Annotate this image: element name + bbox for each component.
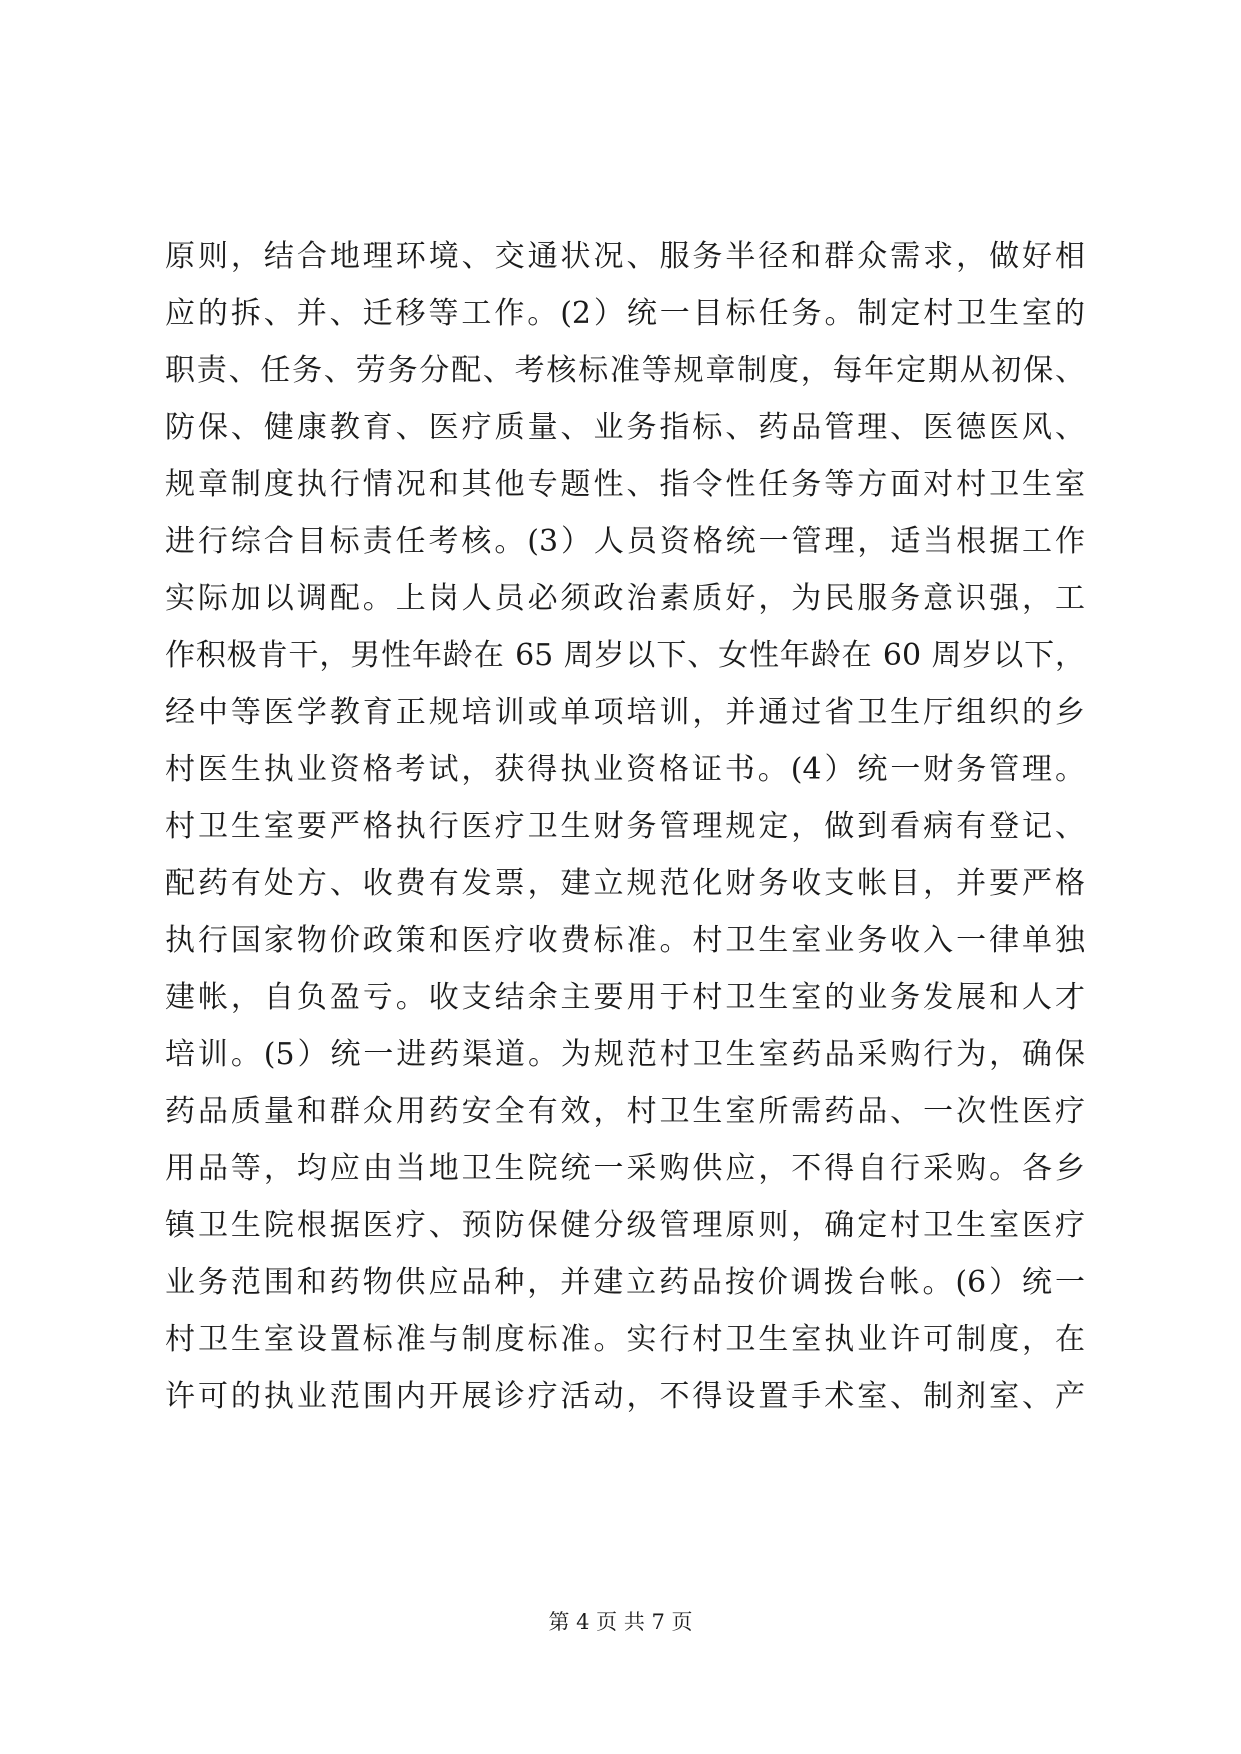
text-line: 村医生执业资格考试，获得执业资格证书。(4）统一财务管理。: [165, 752, 1085, 787]
text-line: 许可的执业范围内开展诊疗活动，不得设置手术室、制剂室、产: [165, 1379, 1085, 1414]
text-line: 用品等，均应由当地卫生院统一采购供应，不得自行采购。各乡: [165, 1151, 1085, 1186]
text-line: 原则，结合地理环境、交通状况、服务半径和群众需求，做好相: [165, 239, 1085, 274]
text-line: 防保、健康教育、医疗质量、业务指标、药品管理、医德医风、: [165, 410, 1085, 445]
page-footer: [0, 1607, 1241, 1637]
text-line: 药品质量和群众用药安全有效，村卫生室所需药品、一次性医疗: [165, 1094, 1085, 1129]
body-text: [165, 228, 1085, 1425]
text-line: 业务范围和药物供应品种，并建立药品按价调拨台帐。(6）统一: [165, 1265, 1085, 1300]
text-line: 培训。(5）统一进药渠道。为规范村卫生室药品采购行为，确保: [165, 1037, 1085, 1072]
text-line: 村卫生室要严格执行医疗卫生财务管理规定，做到看病有登记、: [165, 809, 1085, 844]
text-line: 应的拆、并、迁移等工作。(2）统一目标任务。制定村卫生室的: [165, 296, 1085, 331]
text-line: 进行综合目标责任考核。(3）人员资格统一管理，适当根据工作: [165, 524, 1085, 559]
text-line: 镇卫生院根据医疗、预防保健分级管理原则，确定村卫生室医疗: [165, 1208, 1085, 1243]
text-line: 规章制度执行情况和其他专题性、指令性任务等方面对村卫生室: [165, 467, 1085, 502]
text-line: 建帐，自负盈亏。收支结余主要用于村卫生室的业务发展和人才: [165, 980, 1085, 1015]
text-line: 职责、任务、劳务分配、考核标准等规章制度，每年定期从初保、: [165, 353, 1085, 388]
text-line: 村卫生室设置标准与制度标准。实行村卫生室执业许可制度，在: [165, 1322, 1085, 1357]
text-line: 执行国家物价政策和医疗收费标准。村卫生室业务收入一律单独: [165, 923, 1085, 958]
text-line: 作积极肯干，男性年龄在 65 周岁以下、女性年龄在 60 周岁以下，: [165, 638, 1085, 673]
text-line: 配药有处方、收费有发票，建立规范化财务收支帐目，并要严格: [165, 866, 1085, 901]
text-line: 经中等医学教育正规培训或单项培训，并通过省卫生厅组织的乡: [165, 695, 1085, 730]
text-line: 实际加以调配。上岗人员必须政治素质好，为民服务意识强，工: [165, 581, 1085, 616]
page-number: 第 4 页 共 7 页: [548, 1610, 693, 1634]
